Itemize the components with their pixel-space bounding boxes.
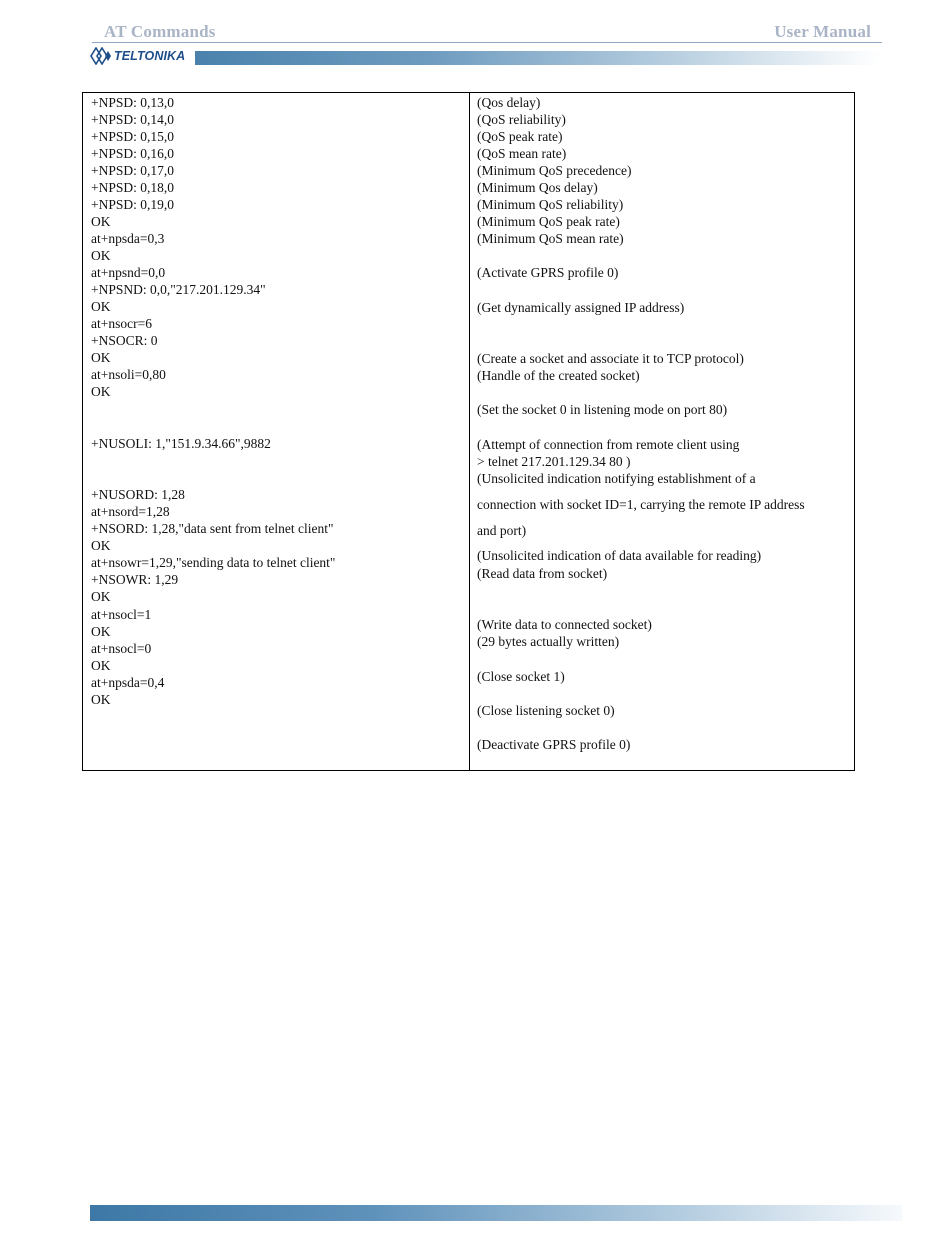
command-line: +NPSD: 0,13,0 [91, 95, 175, 110]
command-line: OK [91, 248, 111, 263]
note-line: (QoS peak rate) [477, 129, 563, 144]
command-line: +NUSOLI: 1,"151.9.34.66",9882 [91, 436, 271, 451]
command-line: at+nsowr=1,29,"sending data to telnet client" [91, 555, 336, 570]
command-line: at+nsocl=1 [91, 607, 152, 622]
header-rule [92, 42, 882, 43]
command-line: at+npsda=0,4 [91, 675, 165, 690]
note-line: (Qos delay) [477, 95, 541, 110]
column-divider [469, 93, 470, 770]
note-line: > telnet 217.201.129.34 80 ) [477, 454, 631, 469]
command-line: OK [91, 538, 111, 553]
command-line: +NSOWR: 1,29 [91, 572, 179, 587]
note-line: (Unsolicited indication of data available for reading) [477, 548, 762, 563]
note-line: (Set the socket 0 in listening mode on port 80) [477, 402, 728, 417]
command-line: +NPSND: 0,0,"217.201.129.34" [91, 282, 266, 297]
note-line: (Get dynamically assigned IP address) [477, 300, 685, 315]
command-line: at+npsda=0,3 [91, 231, 165, 246]
footer-gradient-band [90, 1205, 902, 1221]
command-line: +NSORD: 1,28,"data sent from telnet client" [91, 521, 334, 536]
command-line: +NPSD: 0,19,0 [91, 197, 175, 212]
header-gradient-band [195, 51, 880, 65]
command-line: OK [91, 384, 111, 399]
command-line: OK [91, 658, 111, 673]
command-line: at+nsocr=6 [91, 316, 152, 331]
command-line: OK [91, 589, 111, 604]
note-line: (Minimum QoS mean rate) [477, 231, 624, 246]
command-line: at+npsnd=0,0 [91, 265, 166, 280]
note-line: (Create a socket and associate it to TCP protocol) [477, 351, 744, 366]
at-command-example-table [82, 92, 855, 771]
command-line: OK [91, 692, 111, 707]
command-line: +NSOCR: 0 [91, 333, 158, 348]
note-line: (Close listening socket 0) [477, 703, 615, 718]
note-line: (Minimum Qos delay) [477, 180, 598, 195]
command-line: +NPSD: 0,16,0 [91, 146, 175, 161]
note-line: (Minimum QoS peak rate) [477, 214, 620, 229]
note-line: and port) [477, 523, 527, 538]
command-line: OK [91, 350, 111, 365]
command-line: +NPSD: 0,14,0 [91, 112, 175, 127]
note-line: (Unsolicited indication notifying establishment of a [477, 471, 756, 486]
note-line: (Close socket 1) [477, 669, 565, 684]
header-doc-title: AT Commands [104, 22, 216, 41]
header-manual-label: User Manual [774, 22, 871, 41]
note-line: (Handle of the created socket) [477, 368, 640, 383]
command-line: at+nsord=1,28 [91, 504, 170, 519]
note-line: (Minimum QoS reliability) [477, 197, 624, 212]
command-line: +NPSD: 0,17,0 [91, 163, 175, 178]
note-line: (29 bytes actually written) [477, 634, 620, 649]
note-line: connection with socket ID=1, carrying the remote IP address [477, 497, 805, 512]
command-line: at+nsocl=0 [91, 641, 152, 656]
teltonika-logo [90, 46, 194, 66]
logo-wordmark: TELTONIKA [114, 49, 186, 63]
note-line: (Attempt of connection from remote client using [477, 437, 740, 452]
note-line: (Minimum QoS precedence) [477, 163, 632, 178]
note-line: (Deactivate GPRS profile 0) [477, 737, 631, 752]
command-line: +NPSD: 0,18,0 [91, 180, 175, 195]
note-line: (Read data from socket) [477, 566, 608, 581]
note-line: (QoS reliability) [477, 112, 566, 127]
command-line: OK [91, 624, 111, 639]
note-line: (QoS mean rate) [477, 146, 567, 161]
command-line: at+nsoli=0,80 [91, 367, 166, 382]
note-line: (Write data to connected socket) [477, 617, 652, 632]
command-line: +NPSD: 0,15,0 [91, 129, 175, 144]
command-line: +NUSORD: 1,28 [91, 487, 185, 502]
command-line: OK [91, 214, 111, 229]
teltonika-diamond-icon [90, 47, 112, 65]
note-line: (Activate GPRS profile 0) [477, 265, 619, 280]
command-line: OK [91, 299, 111, 314]
